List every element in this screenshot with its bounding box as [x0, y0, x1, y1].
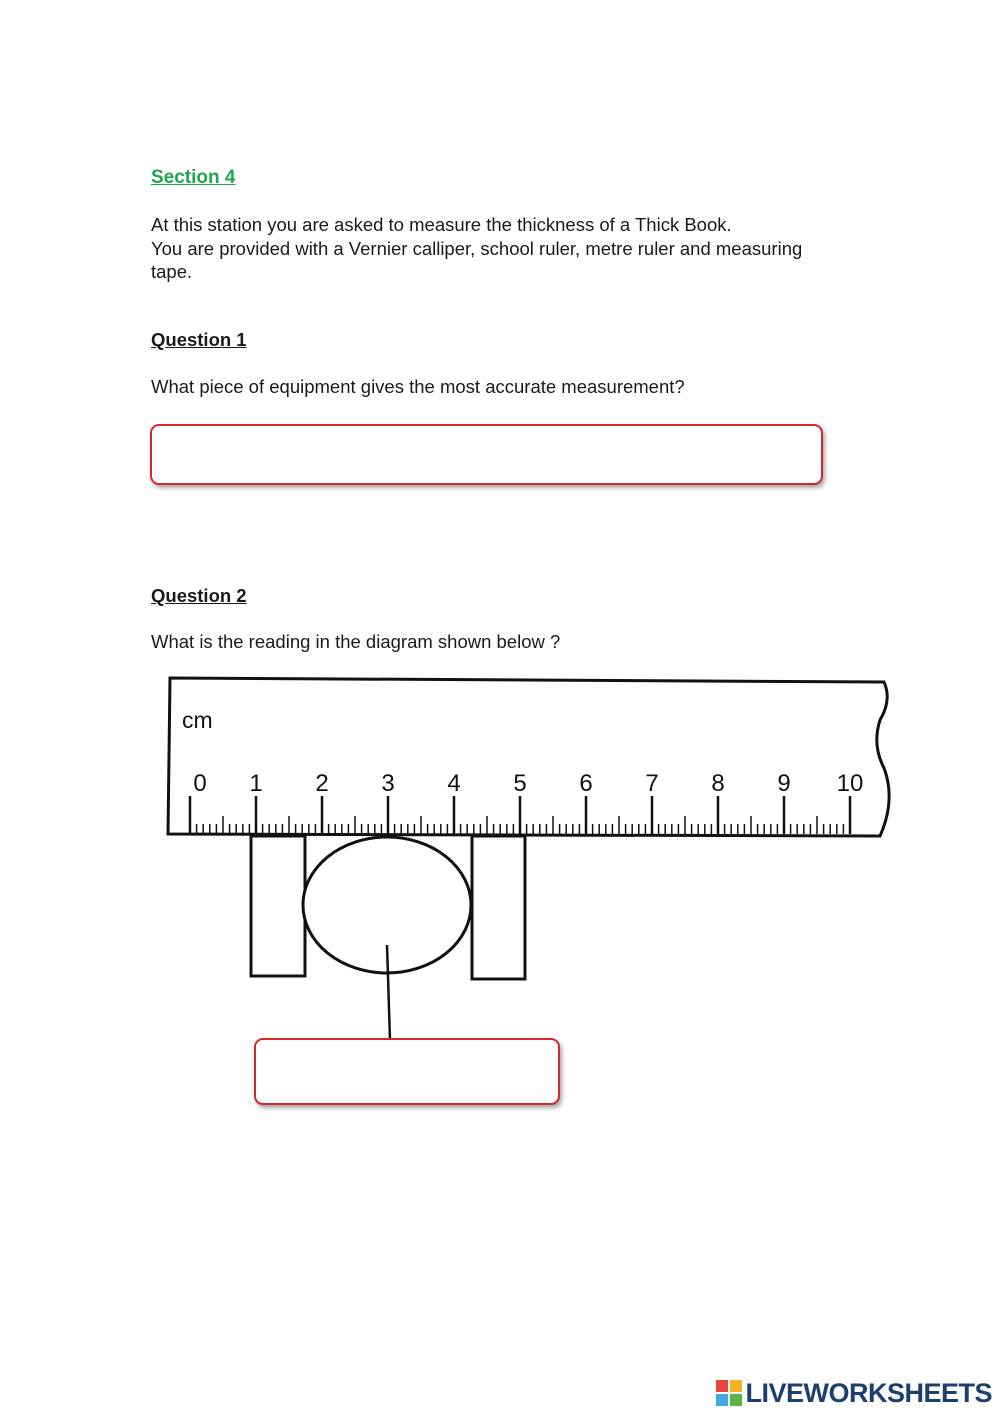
- question-2-text: What is the reading in the diagram shown below ?: [151, 631, 561, 652]
- scale-label-10: 10: [836, 770, 864, 797]
- scale-label-9: 9: [777, 770, 791, 797]
- ruler-body: [168, 678, 889, 836]
- intro-line-3: tape.: [151, 261, 193, 282]
- scale-label-8: 8: [711, 770, 725, 797]
- unit-label: cm: [182, 707, 213, 733]
- scale-label-0: 0: [193, 770, 207, 797]
- intro-line-1: At this station you are asked to measure the thickness of a Thick Book.: [151, 214, 732, 235]
- scale-label-1: 1: [249, 770, 263, 797]
- question-2-answer-box[interactable]: [254, 1038, 560, 1105]
- question-1-text: What piece of equipment gives the most accurate measurement?: [151, 376, 685, 397]
- intro-line-2: You are provided with a Vernier calliper, school ruler, metre ruler and measuring: [151, 237, 803, 259]
- liveworksheets-brand: [715, 1376, 992, 1410]
- scale-label-4: 4: [447, 770, 461, 797]
- right-jaw: [472, 836, 525, 979]
- scale-label-5: 5: [513, 770, 527, 797]
- section-title: Section 4: [151, 167, 236, 188]
- left-jaw: [251, 836, 305, 976]
- brand-name: LIVEWORKSHEETS: [745, 1377, 992, 1408]
- scale-label-7: 7: [645, 770, 659, 797]
- scale-label-3: 3: [381, 770, 395, 797]
- liveworksheets-logo-icon: [715, 1379, 743, 1407]
- scale-label-2: 2: [315, 770, 329, 797]
- scale-label-6: 6: [579, 770, 593, 797]
- question-1-title: Question 1: [151, 329, 247, 350]
- question-2-title: Question 2: [151, 585, 247, 606]
